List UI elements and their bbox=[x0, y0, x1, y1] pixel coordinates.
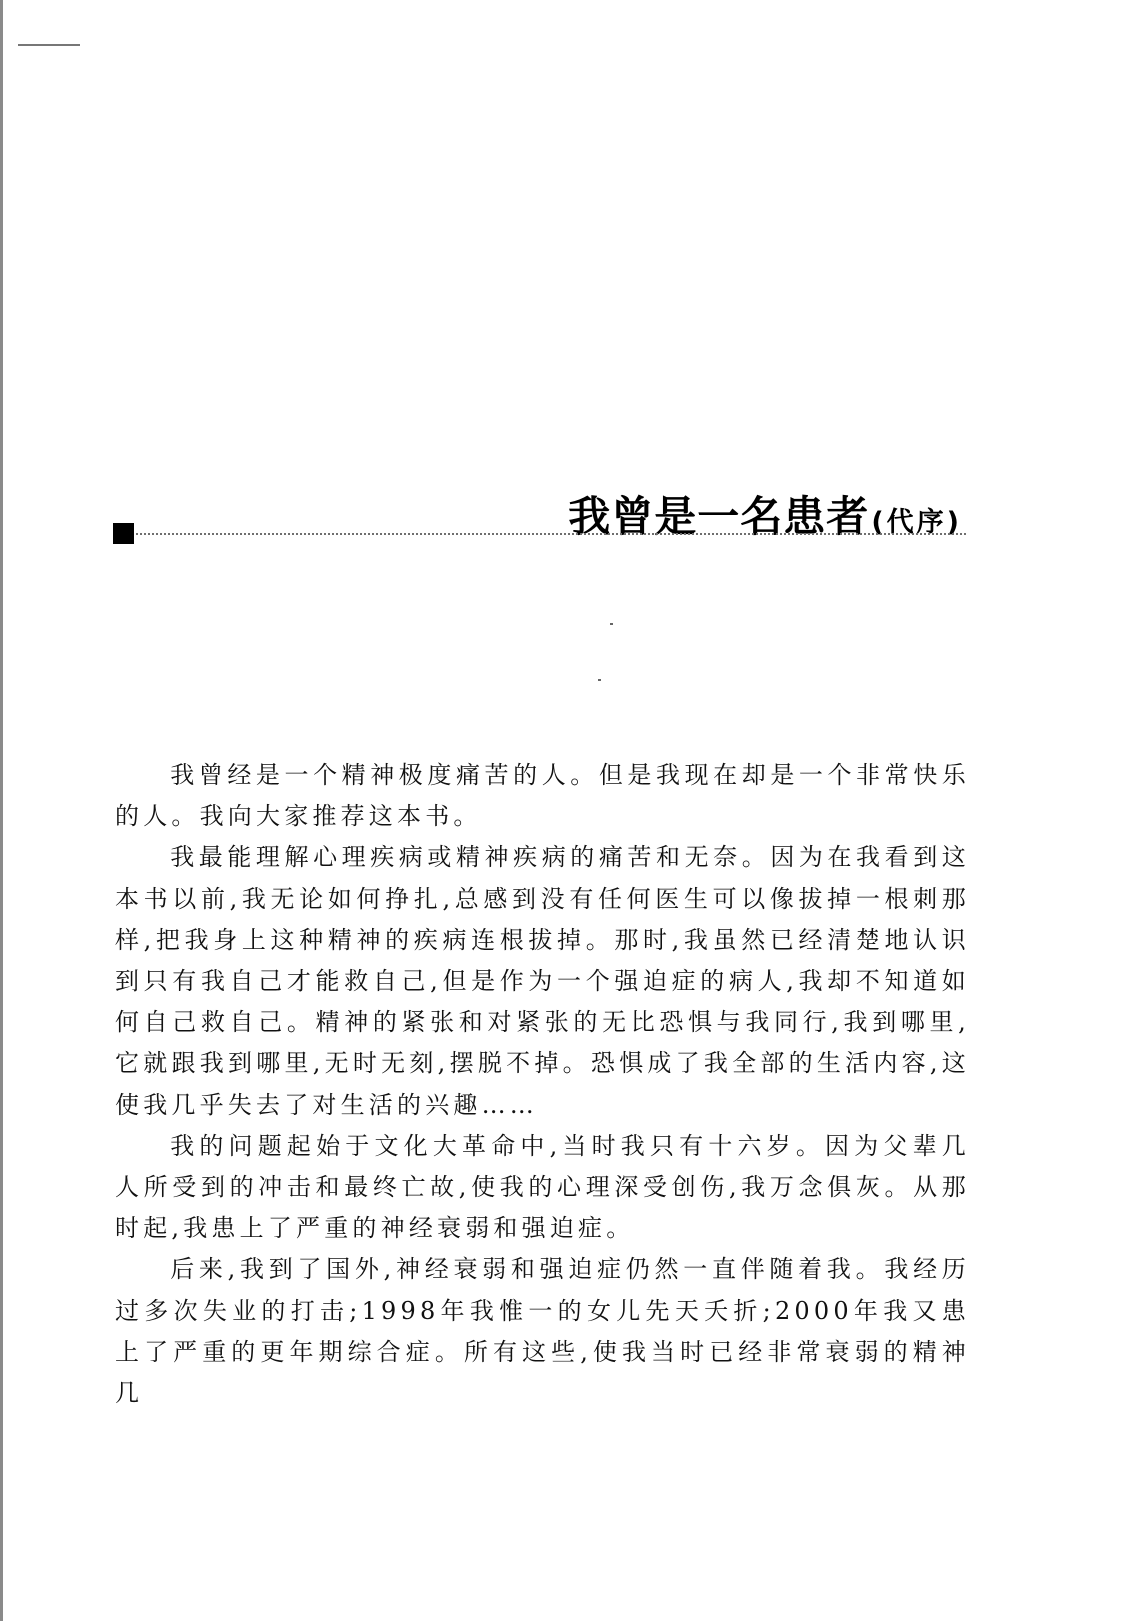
chapter-title-main: 我曾是一名患者 bbox=[568, 492, 870, 541]
chapter-title-subtitle: (代序) bbox=[871, 507, 962, 538]
body-text bbox=[115, 755, 970, 1414]
scan-speck bbox=[610, 623, 613, 625]
chapter-title bbox=[568, 484, 962, 544]
title-square-marker bbox=[113, 523, 134, 544]
title-dotted-rule bbox=[136, 533, 966, 535]
scan-mark bbox=[18, 44, 80, 46]
paragraph: 我的问题起始于文化大革命中,当时我只有十六岁。因为父辈几人所受到的冲击和最终亡故,使我的心理深受创伤,我万念俱灰。从那时起,我患上了严重的神经衰弱和强迫症。 bbox=[115, 1131, 970, 1243]
paragraph: 我最能理解心理疾病或精神疾病的痛苦和无奈。因为在我看到这本书以前,我无论如何挣扎,总感到没有任何医生可以像拔掉一根刺那样,把我身上这种精神的疾病连根拔掉。那时,我虽然已经清楚地认识到只有我自己才能救自己,但是作为一个强迫症的病人,我却不知道如何自己救自己。精神的紧张和对紧张的无比恐惧与我同行,我到哪里,它就跟我到哪里,无时无刻,摆脱不掉。恐惧成了我全部的生活内容,这使我几乎失去了对生活的兴趣…… bbox=[115, 843, 970, 1119]
paragraph: 我曾经是一个精神极度痛苦的人。但是我现在却是一个非常快乐的人。我向大家推荐这本书。 bbox=[115, 761, 970, 831]
page-left-edge bbox=[0, 0, 3, 1621]
paragraph: 后来,我到了国外,神经衰弱和强迫症仍然一直伴随着我。我经历过多次失业的打击;1998年我惟一的女儿先天夭折;2000年我又患上了严重的更年期综合症。所有这些,使我当时已经非常衰弱的精神几 bbox=[115, 1255, 970, 1408]
scan-speck bbox=[598, 679, 601, 681]
